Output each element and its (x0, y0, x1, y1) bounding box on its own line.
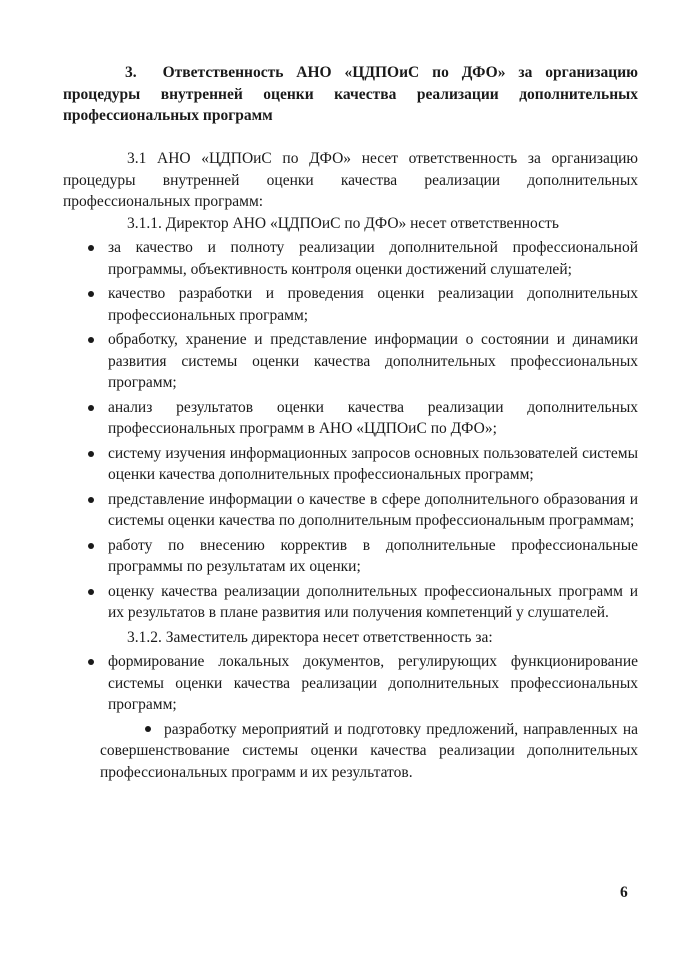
list-item (63, 329, 638, 394)
bullet-marker-icon (88, 543, 94, 549)
list-item (63, 651, 638, 716)
list-item-text: представление информации о качестве в сфере дополнительного образования и системы оценки качества по дополнительным профессиональным программам; (108, 490, 638, 529)
document-content (63, 62, 638, 783)
sub-list-item (100, 719, 638, 784)
list-item-text: анализ результатов оценки качества реализации дополнительных профессиональных программ в АНО «ЦДПОиС по ДФО»; (108, 398, 638, 437)
section-heading (63, 62, 638, 127)
responsibilities-list-3-1-1 (63, 237, 638, 624)
list-item-text: обработку, хранение и представление информации о состоянии и динамики развития системы оценки качества дополнительных профессиональных программ; (108, 331, 638, 391)
page-number: 6 (620, 884, 628, 901)
bullet-marker-icon (88, 497, 94, 503)
list-item-text: работу по внесению корректив в дополнительные профессиональные программы по результатам их оценки; (108, 536, 638, 575)
list-item (63, 443, 638, 486)
bullet-marker-icon (145, 726, 151, 732)
list-item-text: качество разработки и проведения оценки реализации дополнительных профессиональных программ; (108, 285, 638, 324)
bullet-marker-icon (88, 337, 94, 343)
bullet-marker-icon (88, 589, 94, 595)
responsibilities-list-3-1-2 (63, 651, 638, 716)
bullet-marker-icon (88, 659, 94, 665)
list-item-text: за качество и полноту реализации дополнительной профессиональной программы, объективность контроля оценки достижений слушателей; (108, 239, 638, 278)
paragraph-3-1-1: 3.1.1. Директор АНО «ЦДПОиС по ДФО» несет ответственность (127, 214, 559, 232)
list-item (63, 535, 638, 578)
bullet-marker-icon (88, 245, 94, 251)
list-item (63, 581, 638, 624)
list-item (63, 489, 638, 532)
list-item (63, 283, 638, 326)
section-number: 3. (125, 64, 137, 81)
paragraph-3-1-2: 3.1.2. Заместитель директора несет ответственность за: (127, 628, 493, 646)
paragraph-3-1: 3.1 АНО «ЦДПОиС по ДФО» несет ответственность за организацию процедуры внутренней оценки качества реализации дополнительных профессиональных программ: (63, 150, 638, 210)
list-item (63, 237, 638, 280)
list-item (63, 397, 638, 440)
list-item-text: систему изучения информационных запросов основных пользователей системы оценки качества дополнительных профессиональных программ; (108, 444, 638, 483)
bullet-marker-icon (88, 291, 94, 297)
section-heading-text: Ответственность АНО «ЦДПОиС по ДФО» за организацию процедуры внутренней оценки качества реализации дополнительных профессиональных программ (63, 64, 638, 124)
list-item-text: оценку качества реализации дополнительных профессиональных программ и их результатов в плане развития или получения компетенций у слушателей. (108, 582, 638, 621)
sub-list-item-text: разработку мероприятий и подготовку предложений, направленных на совершенствование системы оценки качества реализации дополнительных профессиональных программ и их результатов. (100, 720, 638, 781)
bullet-marker-icon (88, 405, 94, 411)
list-item-text: формирование локальных документов, регулирующих функционирование системы оценки качества реализации дополнительных профессиональных программ; (108, 653, 638, 713)
bullet-marker-icon (88, 451, 94, 457)
